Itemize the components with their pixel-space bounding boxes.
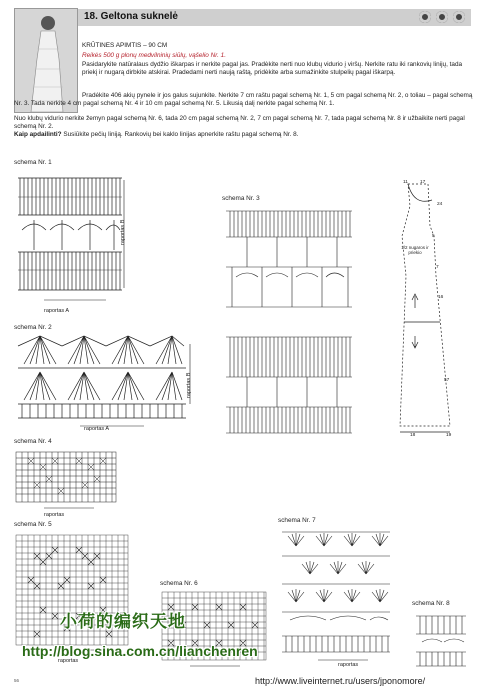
measure-18: 18 [410,433,416,438]
schema-4-label: schema Nr. 4 [14,438,52,445]
decor-dots [419,11,465,23]
schema-8-label: schema Nr. 8 [412,600,450,607]
schema-1-label: schema Nr. 1 [14,159,52,166]
schema-5-chart [14,533,144,655]
measure-57: 57 [444,378,450,383]
size-line: KRŪTINES APIMTIS – 90 CM [82,42,168,49]
schema-4-raportas: raportas [44,512,65,518]
blog-url-watermark: http://blog.sina.com.cn/lianchenren [22,643,258,659]
instructions-p2: Pradėkite 406 akių pynele ir jos galus sujunkite. Nerkite 7 cm raštu pagal schemą Nr. 1, 5 cm pagal schemą Nr. 2, o toliau – pagal schemą Nr. 3. Tada nerkite 4 cm pagal schemą Nr. 4 ir 10 cm pagal schemą Nr. 5. Likusią dalį nerkite pagal schemą Nr. 1. [14,92,473,107]
schema-5-raportas: raportas [58,658,79,664]
schema-3-label: schema Nr. 3 [222,195,260,202]
schema-1-raportas-b: raportas B [120,219,126,245]
measure-11: 11 [403,180,408,185]
half-front-back-label: 1/2 nugaros ir priekio [401,245,429,255]
schema-7-label: schema Nr. 7 [278,517,316,524]
schema-1-raportas-a: raportas A [44,308,70,314]
materials-line: Reikės 500 g plonų medvilninių siūlų, vąšelio Nr. 1. [82,52,226,59]
schema-3-chart [222,207,362,437]
finishing-lead: Kaip apdailinti? [14,131,62,138]
schema-8-chart [412,612,476,672]
dress-pattern-diagram [370,176,474,446]
schema-7-chart [278,528,398,668]
measure-19: 19 [446,433,452,438]
schema-2-label: schema Nr. 2 [14,324,52,331]
instructions-p3: Nuo klubų vidurio nerkite žemyn pagal schemą Nr. 6, tada 20 cm pagal schemą Nr. 2, 7 cm pagal schemą Nr. 7, tada pagal schemą Nr. 8 ir užbaikite nerti pagal schemą Nr. 2. [14,115,465,130]
instructions-p4 [14,131,474,139]
measure-17: 17 [420,180,426,185]
schema-6-label: schema Nr. 6 [160,580,198,587]
schema-7-raportas: raportas [338,662,359,668]
schema-5-label: schema Nr. 5 [14,521,52,528]
measure-24: 24 [437,202,443,207]
measure-5: 5 [432,234,435,239]
schema-2-raportas-b: raportas B [186,372,192,398]
finishing-text: Susiūkite pečių liniją. Rankovių bei kaklo linijas apnerkite raštu pagal schemą Nr. 8. [61,131,299,138]
title-bar [78,9,471,26]
schema-1-chart [14,170,134,320]
schema-2-chart [14,334,194,434]
measure-16: 16 [438,295,444,300]
page-title: 18. Geltona suknelė [84,11,178,22]
chinese-watermark: 小荷的编织天地 [60,612,186,632]
schema-4-chart [14,450,124,512]
liveinternet-url-watermark: http://www.liveinternet.ru/users/jponomore/ [255,676,426,686]
page-number: 56 [14,678,20,683]
schema-2-raportas-a: raportas A [84,426,110,432]
measure-7: 7 [436,265,439,270]
instructions-p1: Pasidarykite natūralaus dydžio iškarpas ir nerkite pagal jas. Pradėkite nerti nuo klubų vidurio į viršų. Nerkite ratu iki rankovių linijų, tada priekį ir nugarą dirbkite atskirai. Pradedami nerti naują raštą, pridėkite arba sumažinkite stulpelių pagal iškarpą. [82,61,463,76]
